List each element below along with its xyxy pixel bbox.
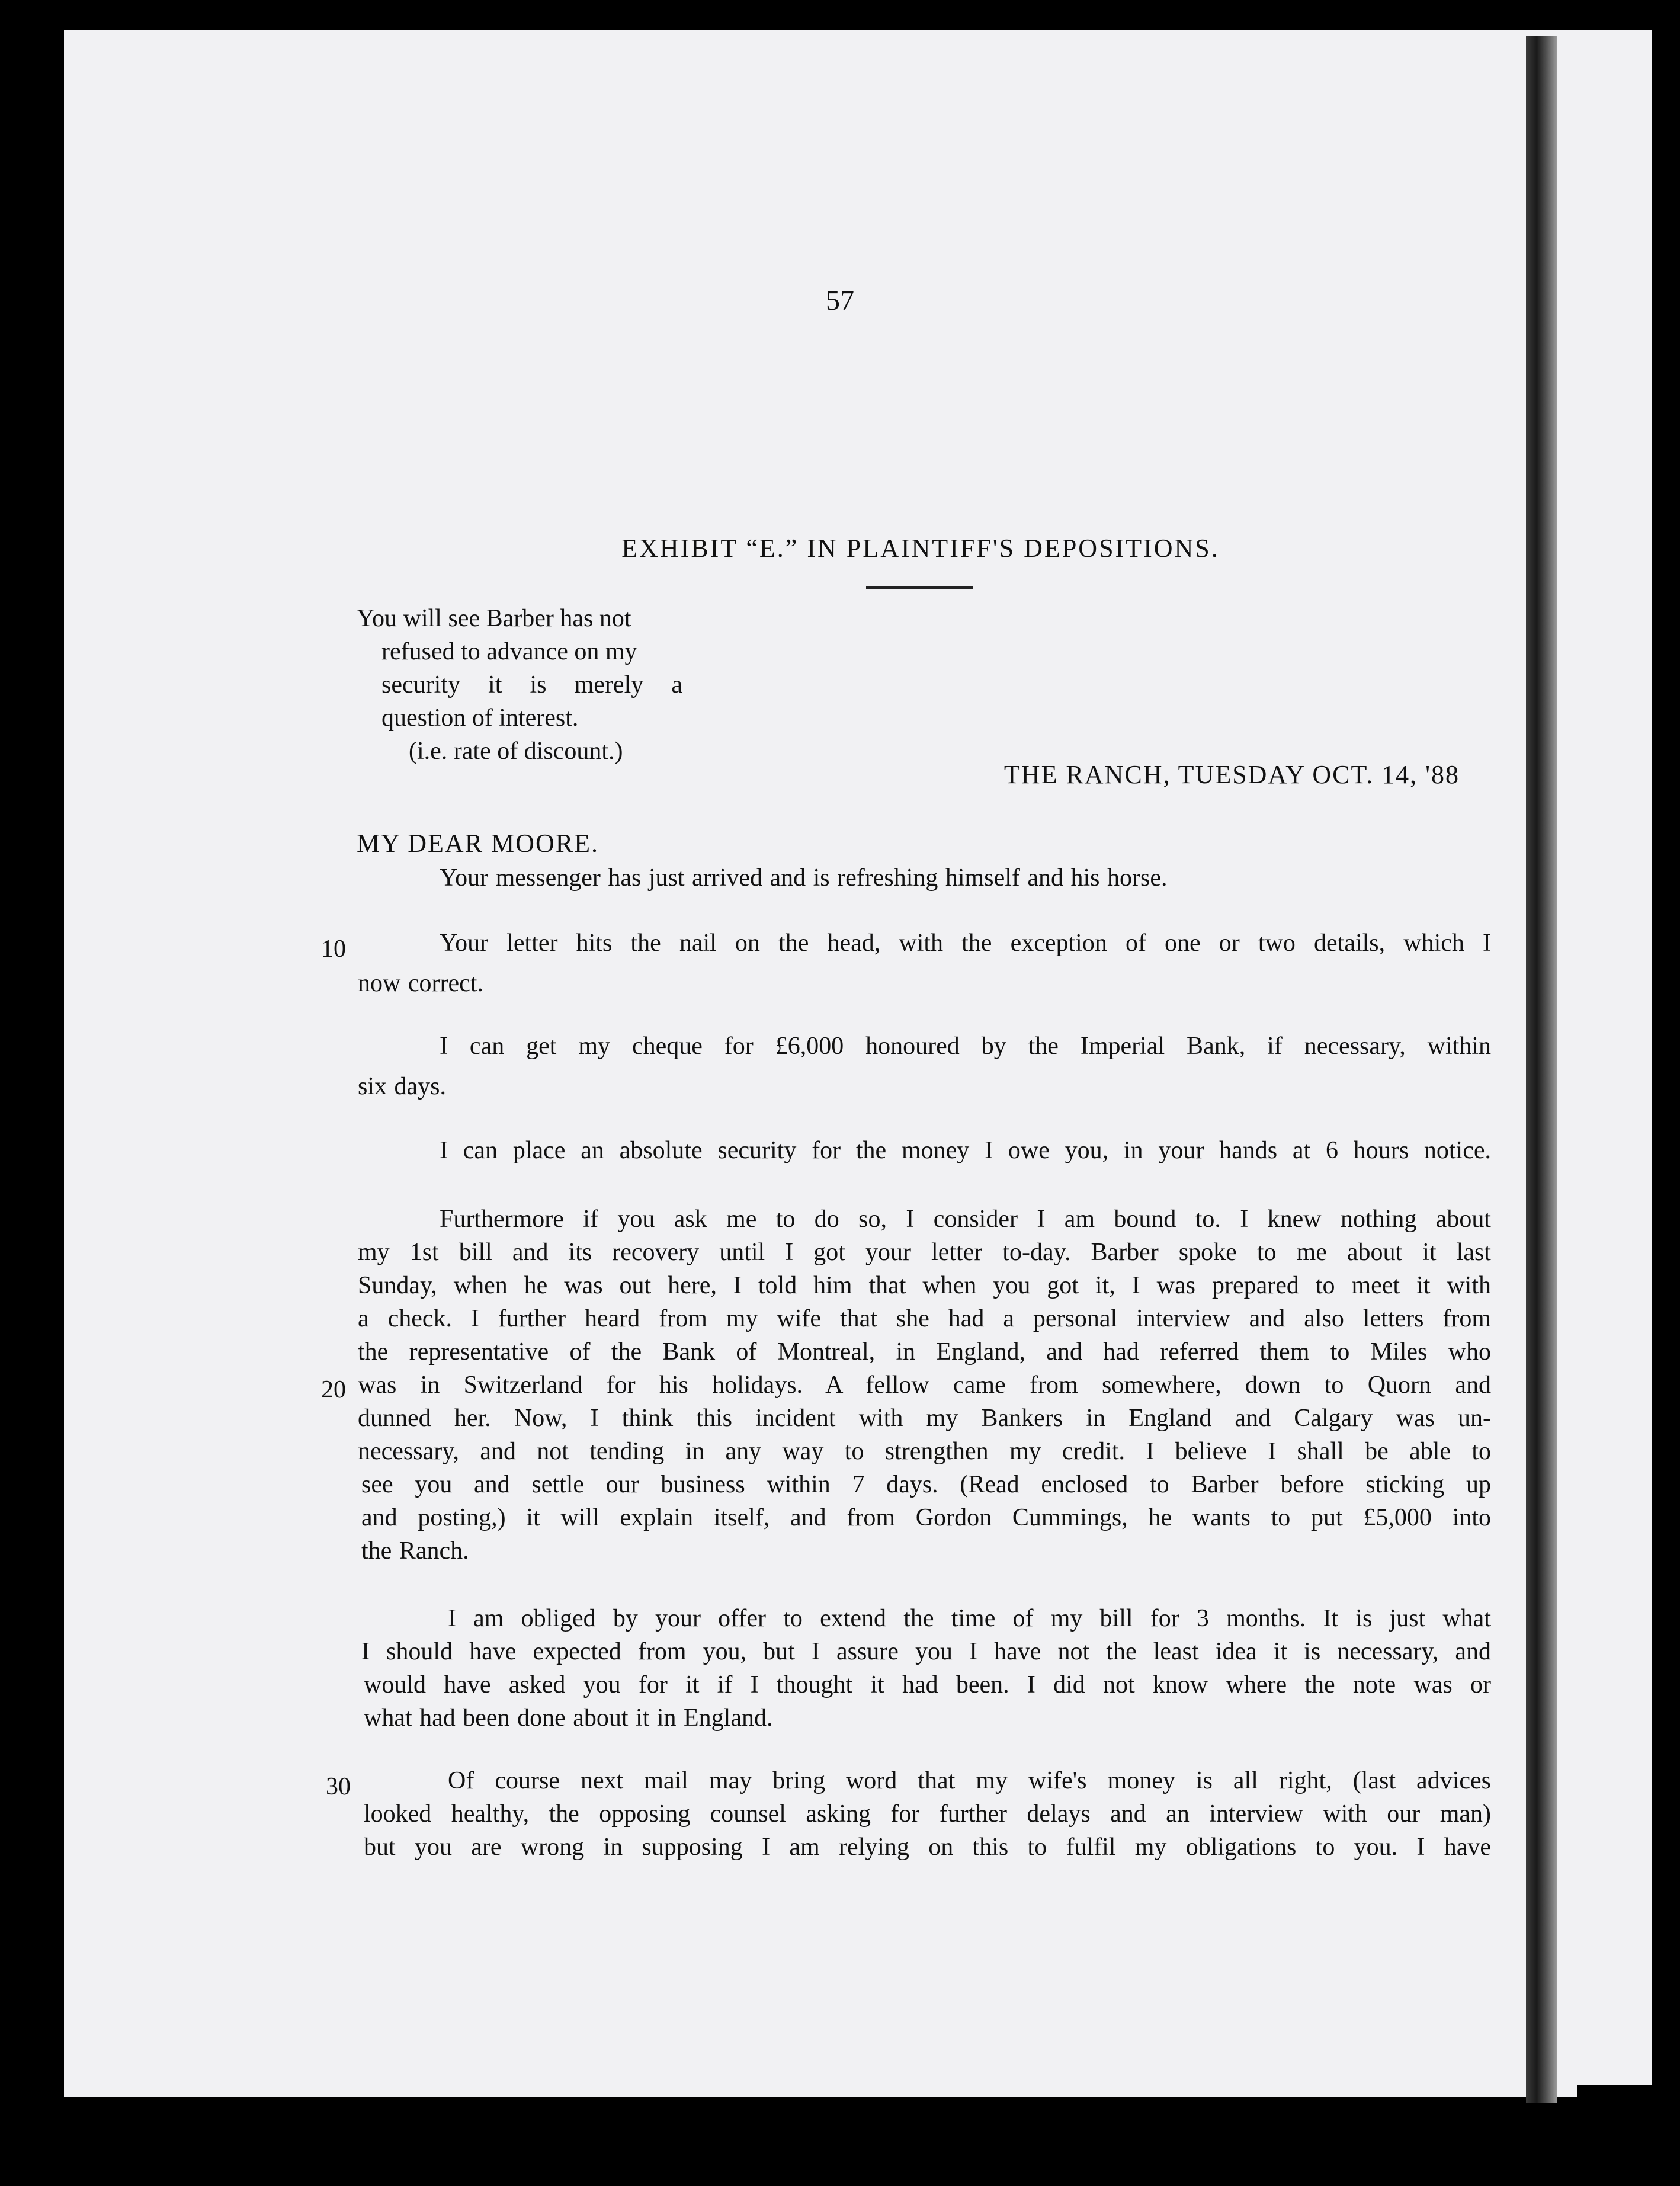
body-line: Sunday, when he was out here, I told him that when you got it, I was prepared to meet it with (358, 1272, 1491, 1299)
margin-note-line: refused to advance on my (381, 638, 637, 665)
margin-note-line: (i.e. rate of discount.) (409, 738, 623, 765)
body-line: see you and settle our business within 7 days. (Read enclosed to Barber before sticking up (361, 1471, 1491, 1498)
body-line: Of course next mail may bring word that my wife's money is all right, (last advices (448, 1767, 1491, 1794)
margin-note-line: You will see Barber has not (357, 605, 631, 632)
body-line: I should have expected from you, but I assure you I have not the least idea it is necessary, and (361, 1638, 1491, 1665)
body-line: the Ranch. (361, 1537, 469, 1565)
body-line: but you are wrong in supposing I am relying on this to fulfil my obligations to you. I have (364, 1834, 1491, 1861)
body-line: I can place an absolute security for the money I owe you, in your hands at 6 hours notice. (440, 1137, 1491, 1164)
body-line: I can get my cheque for £6,000 honoured by the Imperial Bank, if necessary, within (440, 1033, 1491, 1060)
body-line: a check. I further heard from my wife that she had a personal interview and also letters from (358, 1305, 1491, 1332)
body-line: Furthermore if you ask me to do so, I consider I am bound to. I knew nothing about (440, 1206, 1491, 1233)
page-number: 57 (826, 285, 854, 316)
exhibit-title: EXHIBIT “E.” IN PLAINTIFF'S DEPOSITIONS. (621, 534, 1220, 563)
body-line: Your messenger has just arrived and is refreshing himself and his horse. (440, 864, 1168, 892)
body-line: six days. (358, 1073, 446, 1100)
body-line: my 1st bill and its recovery until I got your letter to-day. Barber spoke to me about it last (358, 1239, 1491, 1266)
body-line: the representative of the Bank of Montreal, in England, and had referred them to Miles who (358, 1338, 1491, 1366)
body-line: and posting,) it will explain itself, and from Gordon Cummings, he wants to put £5,000 into (361, 1504, 1491, 1531)
body-line: looked healthy, the opposing counsel asking for further delays and an interview with our man) (364, 1800, 1491, 1828)
dateline: THE RANCH, TUESDAY OCT. 14, '88 (1003, 760, 1460, 789)
body-line: dunned her. Now, I think this incident with my Bankers in England and Calgary was un- (358, 1405, 1491, 1432)
body-line: what had been done about it in England. (364, 1704, 773, 1732)
body-line: necessary, and not tending in any way to strengthen my credit. I believe I shall be able to (358, 1438, 1491, 1465)
book-spine-shadow (1526, 36, 1557, 2103)
body-line: would have asked you for it if I thought it had been. I did not know where the note was or (364, 1671, 1491, 1698)
body-line: now correct. (358, 970, 483, 997)
line-number: 10 (321, 935, 346, 963)
body-line: was in Switzerland for his holidays. A fellow came from somewhere, down to Quorn and (358, 1371, 1491, 1399)
title-rule (866, 586, 973, 589)
facing-page-edge (1557, 30, 1652, 2085)
line-number: 30 (326, 1773, 351, 1800)
body-line: Your letter hits the nail on the head, with the exception of one or two details, which I (440, 929, 1491, 957)
margin-note-line: question of interest. (381, 704, 579, 732)
body-line: I am obliged by your offer to extend the time of my bill for 3 months. It is just what (448, 1605, 1491, 1632)
salutation: MY DEAR MOORE. (357, 829, 599, 858)
line-number: 20 (321, 1376, 346, 1403)
margin-note-line: security it is merely a (381, 671, 682, 698)
